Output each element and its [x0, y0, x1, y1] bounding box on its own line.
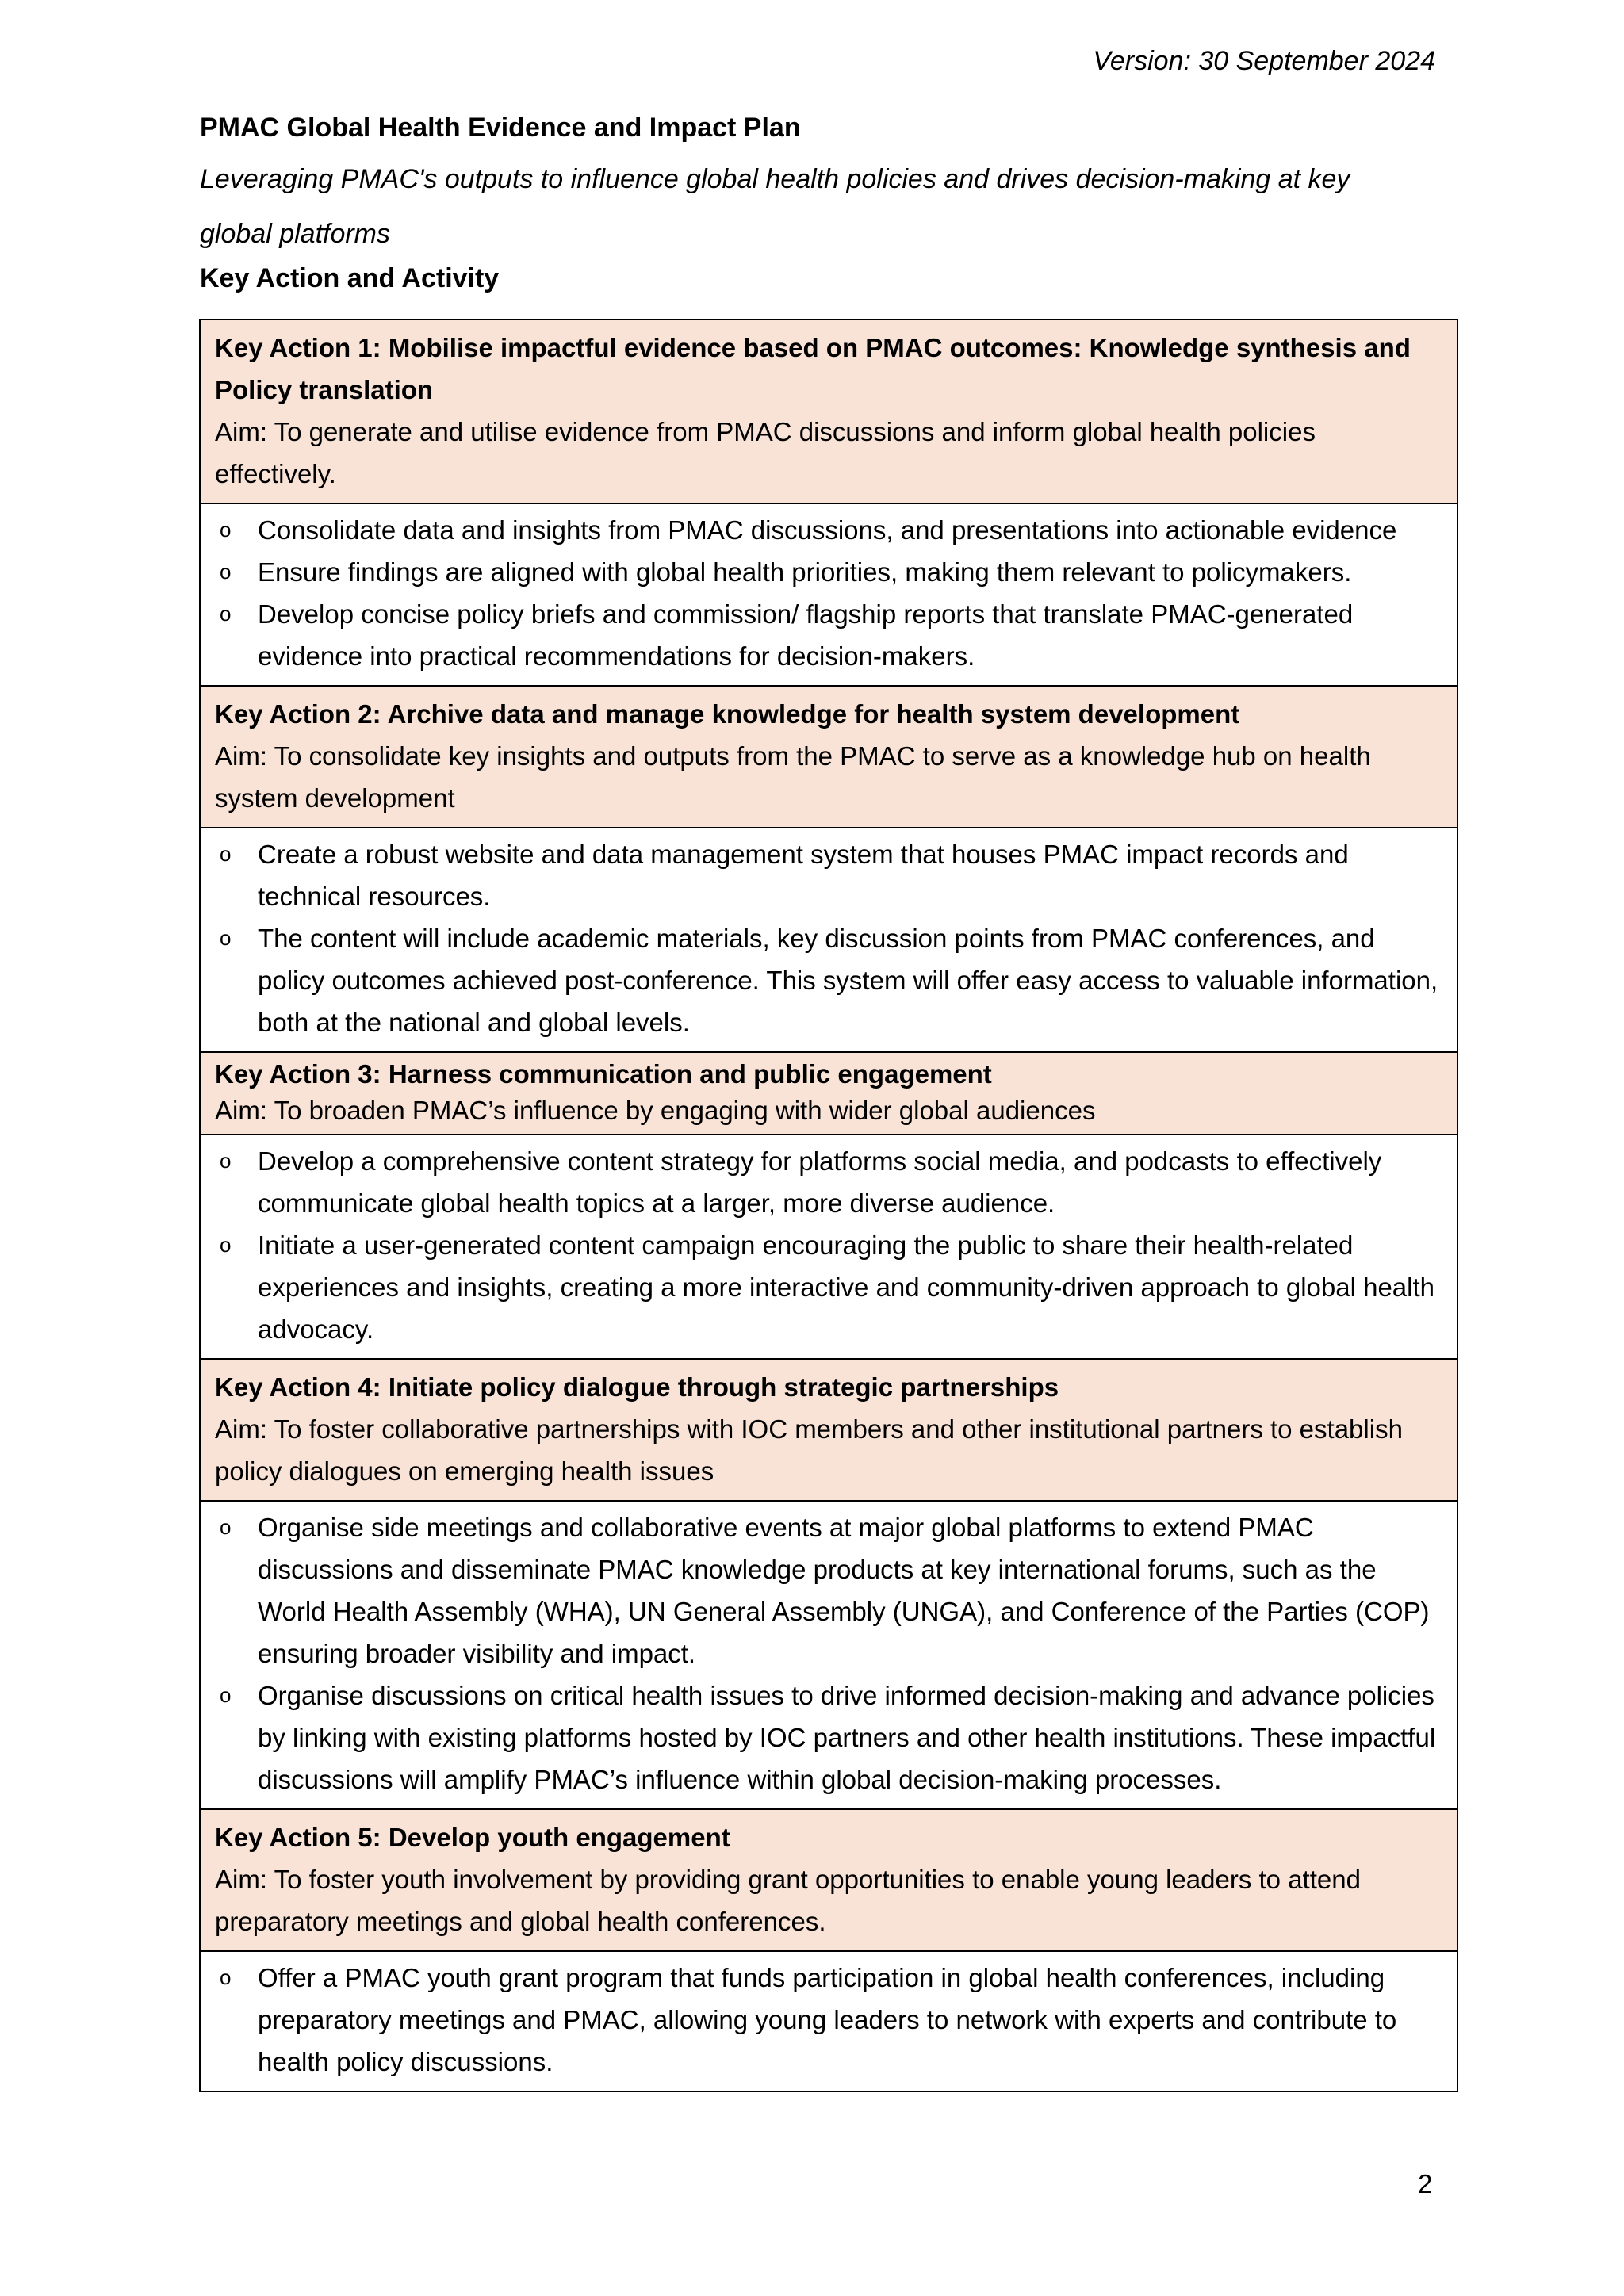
key-action-2-aim: Aim: To consolidate key insights and outputs from the PMAC to serve as a knowledge hub on health system development [215, 741, 1371, 813]
list-item: o Initiate a user-generated content campaign encouraging the public to share their health-related experiences and insights, creating a more interactive and community-driven approach to global health advocacy. [215, 1224, 1442, 1350]
list-item: o Offer a PMAC youth grant program that funds participation in global health conferences, including preparatory meetings and PMAC, allowing young leaders to network with experts and contribute to health policy discussions. [215, 1957, 1442, 2083]
circle-bullet-icon: o [220, 842, 232, 866]
list-item: o Consolidate data and insights from PMAC discussions, and presentations into actionable evidence [215, 509, 1442, 551]
circle-bullet-icon: o [220, 1965, 232, 1989]
key-action-3-aim: Aim: To broaden PMAC’s influence by engaging with wider global audiences [215, 1096, 1096, 1125]
circle-bullet-icon: o [220, 926, 232, 950]
key-action-3-header [201, 1053, 1457, 1135]
circle-bullet-icon: o [220, 602, 232, 626]
key-action-5-aim: Aim: To foster youth involvement by providing grant opportunities to enable young leaders to attend preparatory meetings and global health conferences. [215, 1865, 1361, 1936]
key-action-2-header [201, 687, 1457, 828]
key-action-2-title: Key Action 2: Archive data and manage knowledge for health system development [215, 699, 1240, 729]
key-action-5-activities [201, 1952, 1457, 2091]
key-action-table [199, 319, 1458, 2092]
key-action-4-header [201, 1360, 1457, 1502]
key-action-1-activities [201, 504, 1457, 687]
key-action-5-title: Key Action 5: Develop youth engagement [215, 1823, 730, 1852]
list-item: o Organise side meetings and collaborative events at major global platforms to extend PMAC discussions and disseminate PMAC knowledge products at key international forums, such as the World Health Assembly (WHA), UN General Assembly (UNGA), and Conference of the Parties (COP) ensuring broader visibility and impact. [215, 1506, 1442, 1674]
key-action-5-header [201, 1810, 1457, 1952]
circle-bullet-icon: o [220, 518, 232, 541]
circle-bullet-icon: o [220, 1683, 232, 1707]
circle-bullet-icon: o [220, 1149, 232, 1173]
key-action-3-title: Key Action 3: Harness communication and public engagement [215, 1059, 992, 1089]
document-title: PMAC Global Health Evidence and Impact Plan [200, 113, 801, 143]
key-action-3-activities [201, 1135, 1457, 1360]
key-action-4-aim: Aim: To foster collaborative partnerships with IOC members and other institutional partners to establish policy dialogues on emerging health issues [215, 1414, 1403, 1486]
list-item: o Develop concise policy briefs and commission/ flagship reports that translate PMAC-generated evidence into practical recommendations for decision-makers. [215, 593, 1442, 677]
list-item: o Ensure findings are aligned with global health priorities, making them relevant to policymakers. [215, 551, 1442, 593]
key-action-1-header [201, 320, 1457, 504]
key-action-4-title: Key Action 4: Initiate policy dialogue through strategic partnerships [215, 1372, 1059, 1402]
circle-bullet-icon: o [220, 560, 232, 584]
list-item: o Develop a comprehensive content strategy for platforms social media, and podcasts to effectively communicate global health topics at a larger, more diverse audience. [215, 1140, 1442, 1224]
key-action-1-title: Key Action 1: Mobilise impactful evidence based on PMAC outcomes: Knowledge synthesis and Policy translation [215, 333, 1411, 404]
list-item: o Organise discussions on critical health issues to drive informed decision-making and advance policies by linking with existing platforms hosted by IOC partners and other health institutions. These impactful discussions will amplify PMAC’s influence within global decision-making processes. [215, 1674, 1442, 1800]
version-label: Version: 30 September 2024 [1093, 46, 1435, 76]
page-number: 2 [1418, 2169, 1433, 2198]
circle-bullet-icon: o [220, 1233, 232, 1257]
document-subtitle: Leveraging PMAC's outputs to influence global health policies and drives decision-making at key global platforms [200, 164, 1350, 249]
key-action-1-aim: Aim: To generate and utilise evidence from PMAC discussions and inform global health policies effectively. [215, 417, 1316, 488]
list-item: o Create a robust website and data management system that houses PMAC impact records and technical resources. [215, 833, 1442, 917]
circle-bullet-icon: o [220, 1515, 232, 1539]
key-action-2-activities [201, 828, 1457, 1053]
key-action-4-activities [201, 1502, 1457, 1810]
list-item: o The content will include academic materials, key discussion points from PMAC conferences, and policy outcomes achieved post-conference. This system will offer easy access to valuable information, both at the national and global levels. [215, 917, 1442, 1043]
section-heading: Key Action and Activity [200, 263, 500, 293]
